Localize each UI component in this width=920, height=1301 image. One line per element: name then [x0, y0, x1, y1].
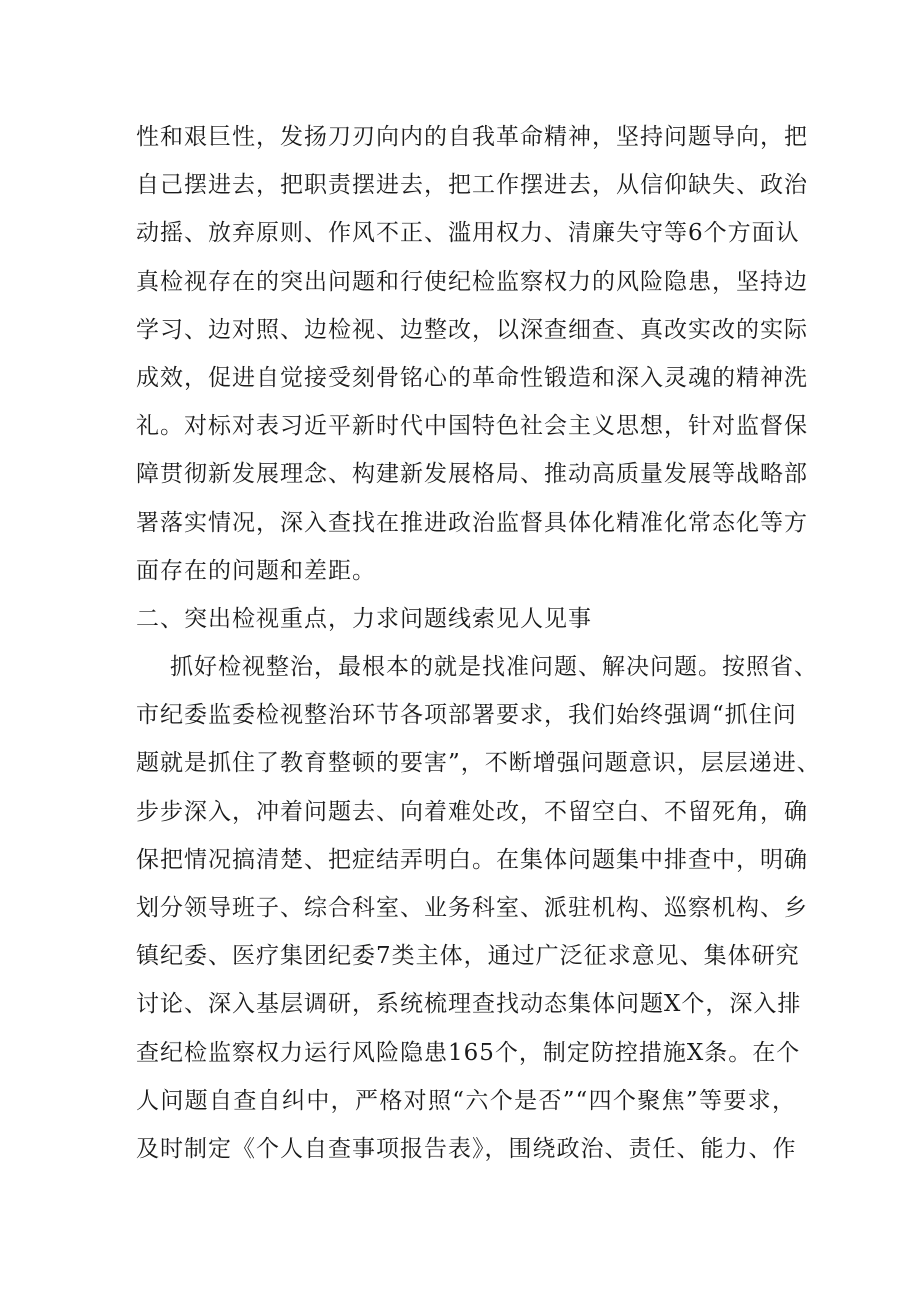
paragraph-1-line: 障贯彻新发展理念、构建新发展格局、推动高质量发展等战略部	[136, 461, 808, 488]
paragraph-2-line: 及时制定《个人自查事项报告表》，围绕政治、责任、能力、作	[136, 1135, 797, 1162]
paragraph-1-line: 性和艰巨性，发扬刀刃向内的自我革命精神，坚持问题导向，把	[136, 124, 808, 150]
paragraph-2-line: 保把情况搞清楚、把症结弄明白。在集体问题集中排查中，明确	[136, 846, 808, 873]
paragraph-2-line: 讨论、深入基层调研，系统梳理查找动态集体问题X个，深入排	[136, 991, 802, 1018]
paragraph-2-line: 市纪委监委检视整治环节各项部署要求，我们始终强调“抓住问	[136, 702, 797, 729]
paragraph-2-line: 查纪检监察权力运行风险隐患165个，制定防控措施X条。在个	[136, 1039, 801, 1066]
paragraph-2-line: 镇纪委、医疗集团纪委7类主体，通过广泛征求意见、集体研究	[136, 943, 800, 970]
paragraph-2-line: 步步深入，冲着问题去、向着难处改，不留空白、不留死角，确	[136, 798, 808, 825]
paragraph-1-line: 面存在的问题和差距。	[136, 557, 376, 584]
paragraph-1-line: 成效，促进自觉接受刻骨铭心的革命性锻造和深入灵魂的精神洗	[136, 364, 808, 391]
section-heading: 二、突出检视重点，力求问题线索见人见事	[136, 605, 592, 632]
paragraph-1-line: 学习、边对照、边检视、边整改，以深查细查、真改实改的实际	[136, 316, 808, 343]
paragraph-2-line: 抓好检视整治，最根本的就是找准问题、解决问题。按照省、	[170, 654, 818, 681]
document-body	[136, 113, 821, 1173]
paragraph-1-line: 动摇、放弃原则、作风不正、滥用权力、清廉失守等6个方面认	[136, 220, 800, 247]
paragraph-2-line: 题就是抓住了教育整顿的要害”，不断增强问题意识，层层递进、	[136, 750, 821, 777]
paragraph-1-line: 署落实情况，深入查找在推进政治监督具体化精准化常态化等方	[136, 509, 808, 536]
paragraph-1-line: 真检视存在的突出问题和行使纪检监察权力的风险隐患，坚持边	[136, 268, 808, 295]
paragraph-1-line: 自己摆进去，把职责摆进去，把工作摆进去，从信仰缺失、政治	[136, 172, 808, 199]
paragraph-2-line: 划分领导班子、综合科室、业务科室、派驻机构、巡察机构、乡	[136, 895, 808, 921]
paragraph-2-line: 人问题自查自纠中，严格对照“六个是否”“四个聚焦”等要求，	[136, 1087, 796, 1114]
paragraph-1-line: 礼。对标对表习近平新时代中国特色社会主义思想，针对监督保	[136, 413, 808, 440]
